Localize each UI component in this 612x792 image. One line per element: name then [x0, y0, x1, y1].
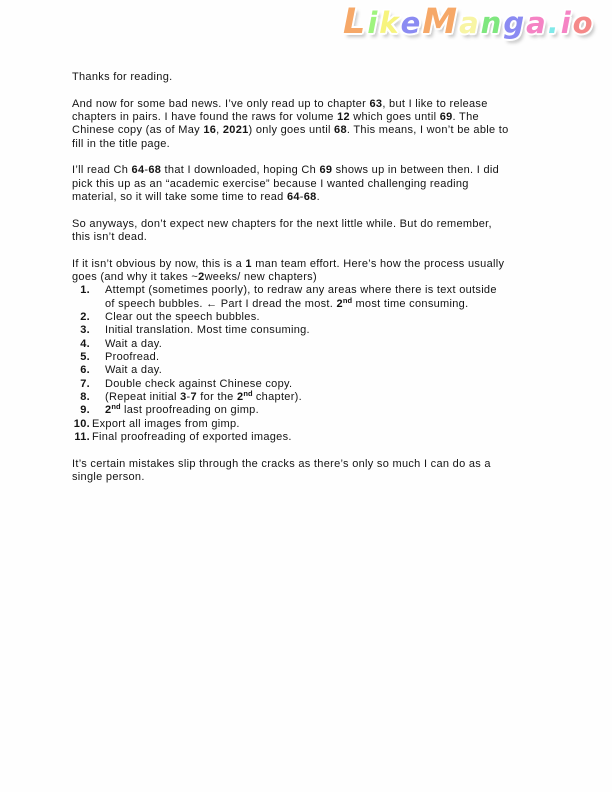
- likemanga-watermark-logo: [343, 2, 595, 44]
- process-list-item: [72, 404, 544, 417]
- process-list-item: [72, 351, 544, 364]
- list-item-number: 2.: [80, 310, 90, 323]
- text-line: It’s certain mistakes slip through the cracks as there’s only so much I can do as a: [72, 457, 491, 470]
- process-list-item: [72, 311, 544, 324]
- text-line: Chinese copy (as of May 16, 2021) only goes until 68. This means, I won’t be able to: [72, 124, 509, 137]
- process-list-item: [72, 418, 544, 431]
- list-item-text: Clear out the speech bubbles.: [105, 310, 260, 323]
- watermark-letter: k: [379, 6, 401, 40]
- watermark-letter: M: [422, 2, 460, 42]
- document-content: [72, 71, 544, 484]
- process-list-item: [72, 284, 544, 297]
- text-line: goes (and why it takes ~2weeks/ new chapters): [72, 270, 317, 283]
- list-item-number: 11.: [74, 430, 90, 443]
- process-list-item: [72, 364, 544, 377]
- list-item-number: 5.: [80, 350, 90, 363]
- process-list-item: [72, 338, 544, 351]
- list-item-number: 4.: [80, 337, 90, 350]
- list-item-text: Proofread.: [105, 350, 160, 363]
- text-line: pick this up as an “academic exercise” because I wanted challenging reading: [72, 177, 469, 190]
- text-line: I’ll read Ch 64-68 that I downloaded, hoping Ch 69 shows up in between then. I did: [72, 164, 500, 177]
- text-line: material, so it will take some time to read 64-68.: [72, 190, 320, 203]
- text-line: fill in the title page.: [72, 137, 171, 150]
- process-list: [72, 284, 544, 444]
- paragraph-p5: [72, 258, 544, 285]
- watermark-letter: i: [560, 6, 573, 40]
- text-line: And now for some bad news. I’ve only read up to chapter 63, but I like to release: [72, 97, 488, 110]
- list-item-text: Wait a day.: [105, 337, 163, 350]
- list-item-text: Final proofreading of exported images.: [92, 430, 292, 443]
- list-item-number: 6.: [80, 364, 90, 377]
- list-item-number: 9.: [80, 404, 90, 417]
- watermark-letter: e: [400, 6, 423, 40]
- watermark-letter: n: [480, 6, 504, 40]
- list-item-number: 8.: [80, 390, 90, 403]
- paragraph-p4: [72, 218, 544, 245]
- list-item-text: Export all images from gimp.: [92, 417, 240, 430]
- list-item-number: 7.: [80, 377, 90, 390]
- watermark-letter: L: [343, 2, 368, 42]
- text-line: of speech bubbles. ← Part I dread the most. 2nd most time consuming.: [105, 295, 469, 310]
- watermark-letter: a: [526, 6, 548, 40]
- process-list-item: [72, 388, 544, 404]
- watermark-letter: i: [367, 6, 380, 40]
- list-item-text: Attempt (sometimes poorly), to redraw any areas where there is text outside: [105, 284, 497, 297]
- watermark-letter: .: [547, 6, 561, 40]
- text-line: So anyways, don’t expect new chapters for the next little while. But do remember,: [72, 217, 492, 230]
- watermark-letter: o: [572, 6, 595, 40]
- watermark-letter: g: [503, 6, 527, 40]
- paragraph-p2: [72, 98, 544, 151]
- list-item-number: 10.: [73, 417, 90, 430]
- list-item-number: 1.: [80, 284, 90, 297]
- list-item-text: Wait a day.: [105, 364, 163, 377]
- text-line: If it isn’t obvious by now, this is a 1 man team effort. Here’s how the process usually: [72, 257, 505, 270]
- list-item-text: (Repeat initial 3-7 for the 2nd chapter).: [105, 388, 302, 403]
- process-list-item: [72, 431, 544, 444]
- list-item-text: Double check against Chinese copy.: [105, 377, 293, 390]
- watermark-letter: a: [459, 6, 481, 40]
- list-item-text: 2nd last proofreading on gimp.: [105, 402, 259, 417]
- text-line: chapters in pairs. I have found the raws for volume 12 which goes until 69. The: [72, 110, 479, 123]
- text-line: Thanks for reading.: [72, 71, 173, 83]
- closing-paragraph: [72, 458, 544, 485]
- paragraph-p3: [72, 164, 544, 204]
- process-list-item: [72, 378, 544, 391]
- text-line: this isn’t dead.: [72, 230, 148, 243]
- text-line: single person.: [72, 470, 145, 483]
- list-item-text: Initial translation. Most time consuming.: [105, 324, 310, 337]
- list-item-number: 3.: [80, 324, 90, 337]
- paragraph-p1: [72, 71, 544, 84]
- process-list-item: [72, 324, 544, 337]
